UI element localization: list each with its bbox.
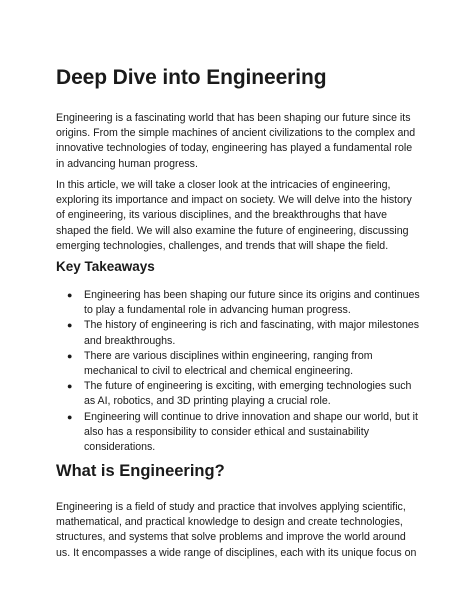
section-heading: What is Engineering? <box>56 462 225 480</box>
bullet-icon: ● <box>67 350 73 361</box>
list-item-text: The future of engineering is exciting, with emerging technologies such as AI, robotics, and 3D printing playing a crucial role. <box>84 380 412 408</box>
page-title: Deep Dive into Engineering <box>56 66 327 89</box>
list-item-text: Engineering will continue to drive innovation and shape our world, but it also has a responsibility to consider ethical and sustainability considerations. <box>84 410 418 454</box>
bullet-icon: ● <box>67 381 73 392</box>
list-item <box>56 410 420 456</box>
list-item <box>56 318 420 348</box>
list-item-text: There are various disciplines within engineering, ranging from mechanical to civil to electrical and chemical engineering. <box>84 349 373 378</box>
bullet-icon: ● <box>67 411 73 422</box>
bullet-icon: ● <box>67 290 73 300</box>
intro-paragraph: Engineering is a fascinating world that has been shaping our future since its origins. From the simple machines of ancient civilizations to the complex and innovative technologies of today, engineering has played a fundamental role in advancing human progress. <box>56 112 416 170</box>
bullet-icon: ● <box>67 320 73 331</box>
key-takeaways-heading: Key Takeaways <box>56 259 155 274</box>
list-item-text: Engineering has been shaping our future since its origins and continues to play a fundamental role in advancing human progress. <box>84 289 420 317</box>
list-item <box>56 288 420 318</box>
intro-paragraph: In this article, we will take a closer look at the intricacies of engineering, exploring its importance and impact on society. We will delve into the history of engineering, its various disciplines, and the breakthroughs that have shaped the field. We will also examine the future of engineering, discussing emerging technologies, challenges, and trends that will shape the field. <box>56 179 412 252</box>
list-item-text: The history of engineering is rich and fascinating, with major milestones and breakthroughs. <box>84 319 420 347</box>
section-paragraph: Engineering is a field of study and practice that involves applying scientific, mathematical, and practical knowledge to design and create technologies, structures, and systems that solve problems and improve the world around us. It encompasses a wide range of disciplines, each with its unique focus on <box>56 501 417 559</box>
key-takeaways-list <box>56 288 420 455</box>
list-item <box>56 349 420 379</box>
list-item <box>56 379 420 409</box>
